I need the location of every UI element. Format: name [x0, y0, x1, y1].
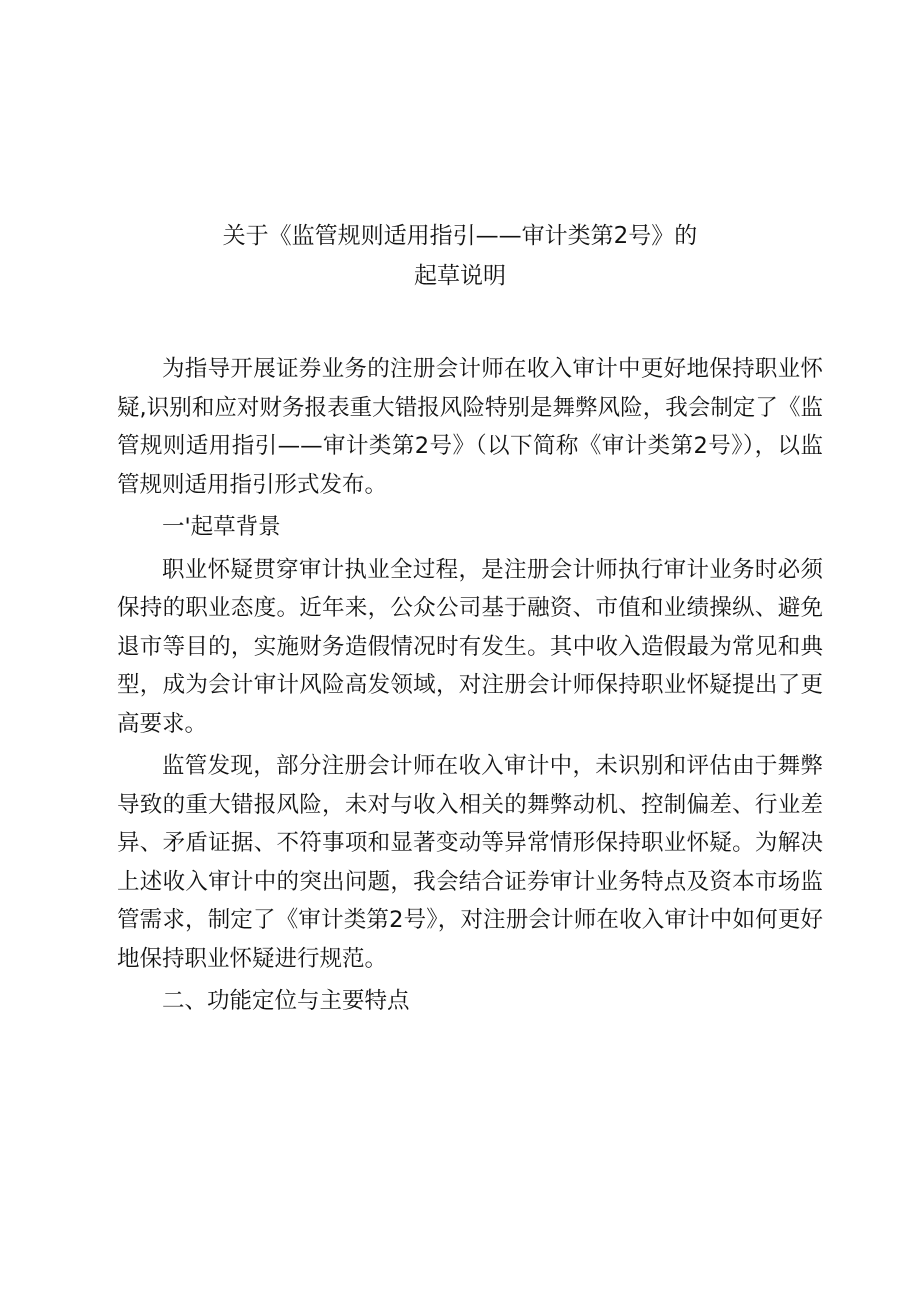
title-line-2: 起草说明	[414, 263, 506, 289]
intro-paragraph: 为指导开展证券业务的注册会计师在收入审计中更好地保持职业怀疑,识别和应对财务报表重大错报风险特别是舞弊风险，我会制定了《监管规则适用指引——审计类第2号》（以下简称《审计类第2号》），以监管规则适用指引形式发布。	[117, 356, 823, 498]
background-paragraph-1: 职业怀疑贯穿审计执业全过程，是注册会计师执行审计业务时必须保持的职业态度。近年来，公众公司基于融资、市值和业绩操纵、避免退市等目的，实施财务造假情况时有发生。其中收入造假最为常见和典型，成为会计审计风险高发领域，对注册会计师保持职业怀疑提出了更高要求。	[117, 556, 823, 737]
background-paragraph-2: 监管发现，部分注册会计师在收入审计中，未识别和评估由于舞弊导致的重大错报风险，未对与收入相关的舞弊动机、控制偏差、行业差异、矛盾证据、不符事项和显著变动等异常情形保持职业怀疑。为解决上述收入审计中的突出问题，我会结合证券审计业务特点及资本市场监管需求，制定了《审计类第2号》，对注册会计师在收入审计中如何更好地保持职业怀疑进行规范。	[117, 753, 823, 972]
document-body	[117, 350, 823, 1021]
title-line-1: 关于《监管规则适用指引——审计类第2号》的	[222, 223, 698, 249]
section-heading-positioning: 二、功能定位与主要特点	[162, 988, 410, 1014]
section-heading-background: 一'起草背景	[162, 514, 281, 540]
document-title	[0, 216, 920, 296]
